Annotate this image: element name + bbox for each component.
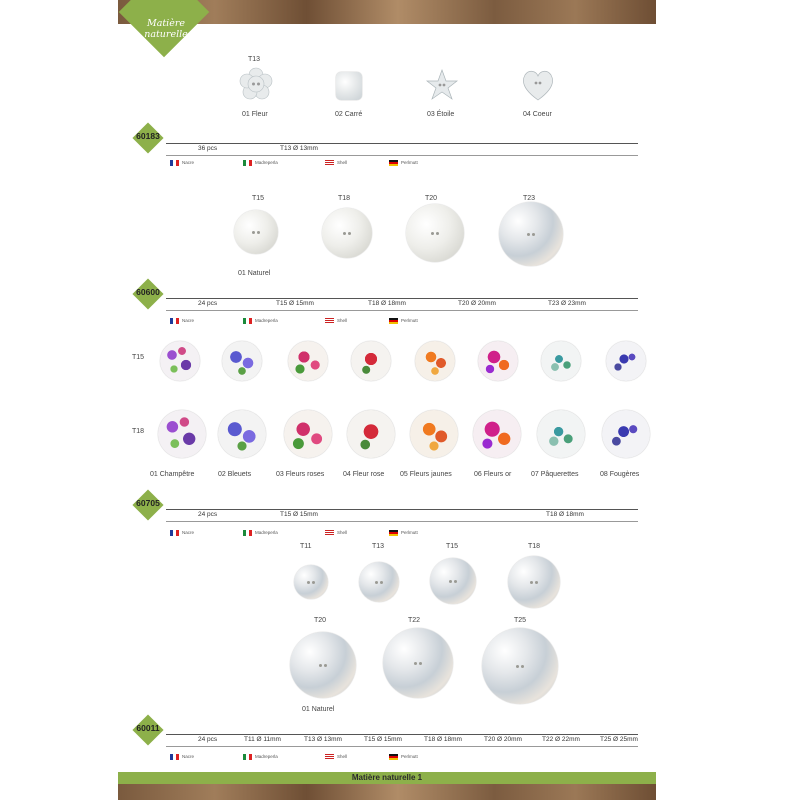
button-t20 bbox=[406, 204, 464, 262]
languages-row: Nacre Madreperla Shell Perlmutt bbox=[170, 529, 470, 537]
floral-button bbox=[602, 410, 650, 458]
footer-bar: Matière naturelle 1 bbox=[118, 772, 656, 784]
brand-line2: naturelle bbox=[144, 29, 188, 40]
floral-button bbox=[218, 410, 266, 458]
size-label: T11 bbox=[300, 543, 312, 550]
pcs-label: 24 pcs bbox=[198, 300, 218, 307]
reference-badge: 60183 bbox=[132, 122, 164, 154]
de-flag-icon bbox=[389, 530, 398, 536]
size-spec: T25 Ø 25mm bbox=[600, 736, 638, 743]
de-flag-icon bbox=[389, 318, 398, 324]
divider bbox=[166, 143, 638, 144]
floral-button bbox=[351, 341, 391, 381]
us-flag-icon bbox=[325, 754, 334, 760]
size-label: T13 bbox=[372, 543, 385, 550]
shell-button-t13 bbox=[359, 562, 399, 602]
divider bbox=[166, 521, 638, 522]
item-label: 04 Fleur rose bbox=[343, 471, 385, 478]
it-flag-icon bbox=[243, 530, 252, 536]
us-flag-icon bbox=[325, 318, 334, 324]
divider bbox=[166, 155, 638, 156]
divider bbox=[166, 298, 638, 299]
floral-button bbox=[541, 341, 581, 381]
size-spec: T18 Ø 18mm bbox=[368, 300, 406, 307]
shell-button-t20 bbox=[290, 632, 356, 698]
it-flag-icon bbox=[243, 160, 252, 166]
row-size-label: T15 bbox=[132, 354, 145, 361]
fr-flag-icon bbox=[170, 530, 179, 536]
reference-badge: 60011 bbox=[132, 714, 164, 746]
floral-button bbox=[160, 341, 200, 381]
us-flag-icon bbox=[325, 530, 334, 536]
size-label: T18 bbox=[338, 195, 351, 202]
languages-row: Nacre Madreperla Shell Perlmutt bbox=[170, 317, 470, 325]
divider bbox=[166, 310, 638, 311]
it-flag-icon bbox=[243, 318, 252, 324]
size-label: T23 bbox=[523, 195, 536, 202]
floral-button bbox=[410, 410, 458, 458]
size-label: T22 bbox=[408, 617, 421, 624]
item-label: 02 Bleuets bbox=[218, 471, 252, 478]
flower-button-icon bbox=[238, 66, 274, 102]
us-flag-icon bbox=[325, 160, 334, 166]
size-spec: T13 Ø 13mm bbox=[304, 736, 342, 743]
size-spec: T20 Ø 20mm bbox=[484, 736, 522, 743]
floral-button bbox=[347, 410, 395, 458]
size-label: T18 bbox=[528, 543, 541, 550]
brand-badge bbox=[122, 0, 208, 60]
item-label: 01 Naturel bbox=[302, 706, 335, 713]
button-t18 bbox=[322, 208, 372, 258]
heart-button-icon bbox=[520, 68, 556, 102]
de-flag-icon bbox=[389, 754, 398, 760]
shell-button-t15 bbox=[430, 558, 476, 604]
shell-button-t18 bbox=[508, 556, 560, 608]
floral-button bbox=[415, 341, 455, 381]
shell-button-t22 bbox=[383, 628, 453, 698]
shell-button-t25 bbox=[482, 628, 558, 704]
size-spec: T11 Ø 11mm bbox=[244, 736, 281, 743]
item-label: 02 Carré bbox=[335, 111, 363, 118]
shell-button-t11 bbox=[294, 565, 328, 599]
languages-row: Nacre Madreperla Shell Perlmutt bbox=[170, 159, 470, 167]
size-spec: T18 Ø 18mm bbox=[546, 511, 584, 518]
languages-row: Nacre Madreperla Shell Perlmutt bbox=[170, 753, 470, 761]
size-spec: T23 Ø 23mm bbox=[548, 300, 586, 307]
item-label: 01 Naturel bbox=[238, 270, 271, 277]
row-size-label: T18 bbox=[132, 428, 145, 435]
divider bbox=[166, 746, 638, 747]
size-spec: T20 Ø 20mm bbox=[458, 300, 496, 307]
square-button-icon bbox=[336, 72, 362, 100]
fr-flag-icon bbox=[170, 318, 179, 324]
item-label: 07 Pâquerettes bbox=[531, 471, 579, 478]
floral-button bbox=[284, 410, 332, 458]
item-label: 05 Fleurs jaunes bbox=[400, 471, 452, 478]
de-flag-icon bbox=[389, 160, 398, 166]
fr-flag-icon bbox=[170, 754, 179, 760]
size-spec: T22 Ø 22mm bbox=[542, 736, 580, 743]
reference-badge: 60600 bbox=[132, 278, 164, 310]
reference-badge: 60705 bbox=[132, 489, 164, 521]
size-spec: T15 Ø 15mm bbox=[280, 511, 318, 518]
item-label: 04 Coeur bbox=[523, 111, 552, 118]
brand-line1: Matière bbox=[146, 18, 186, 29]
item-label: 06 Fleurs or bbox=[474, 471, 512, 478]
floral-button bbox=[222, 341, 262, 381]
pcs-label: 24 pcs bbox=[198, 511, 218, 518]
size-spec: T18 Ø 18mm bbox=[424, 736, 462, 743]
floral-button bbox=[537, 410, 585, 458]
divider bbox=[166, 509, 638, 510]
size-spec: T15 Ø 15mm bbox=[364, 736, 402, 743]
size-label: T20 bbox=[425, 195, 438, 202]
floral-button bbox=[606, 341, 646, 381]
size-label: T15 bbox=[252, 195, 265, 202]
item-label: 01 Fleur bbox=[242, 111, 268, 118]
size-label: T15 bbox=[446, 543, 459, 550]
pcs-label: 24 pcs bbox=[198, 736, 218, 743]
divider bbox=[166, 734, 638, 735]
pcs-label: 36 pcs bbox=[198, 145, 218, 152]
item-label: 08 Fougères bbox=[600, 471, 640, 478]
floral-button bbox=[288, 341, 328, 381]
floral-button bbox=[473, 410, 521, 458]
star-button-icon bbox=[425, 68, 459, 102]
button-t23 bbox=[499, 202, 563, 266]
it-flag-icon bbox=[243, 754, 252, 760]
fr-flag-icon bbox=[170, 160, 179, 166]
button-t15 bbox=[234, 210, 278, 254]
floral-button bbox=[478, 341, 518, 381]
item-label: 01 Champêtre bbox=[150, 471, 195, 478]
size-spec: T15 Ø 15mm bbox=[276, 300, 314, 307]
wood-footer-strip bbox=[118, 784, 656, 800]
size-label: T20 bbox=[314, 617, 327, 624]
item-label: 03 Fleurs roses bbox=[276, 471, 325, 478]
size-label: T25 bbox=[514, 617, 527, 624]
catalog-page bbox=[118, 0, 656, 800]
size-spec: T13 Ø 13mm bbox=[280, 145, 318, 152]
size-label: T13 bbox=[248, 56, 261, 63]
item-label: 03 Étoile bbox=[427, 111, 455, 118]
floral-button bbox=[158, 410, 206, 458]
